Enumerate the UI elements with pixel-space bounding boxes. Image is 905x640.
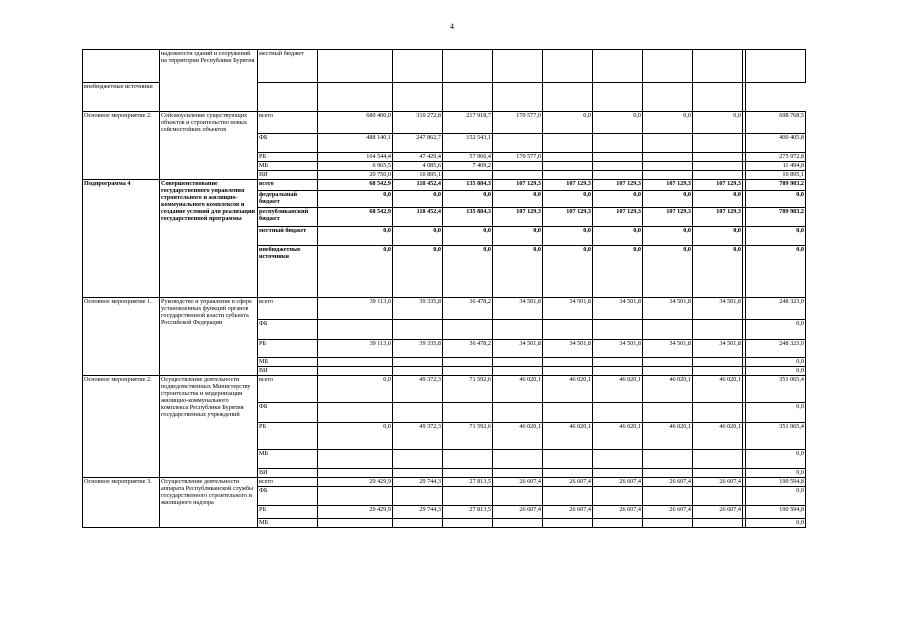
value-cell bbox=[693, 50, 743, 83]
value-cell: 26 607,4 bbox=[693, 478, 743, 487]
value-cell: 118 452,4 bbox=[393, 208, 443, 227]
value-cell bbox=[393, 320, 443, 340]
value-cell: 29 744,3 bbox=[393, 478, 443, 487]
value-cell bbox=[318, 50, 393, 83]
value-cell: 46 020,1 bbox=[693, 423, 743, 450]
value-cell bbox=[593, 162, 643, 171]
value-cell bbox=[543, 153, 593, 162]
value-cell: 488 140,1 bbox=[318, 134, 393, 153]
value-cell: 107 129,3 bbox=[593, 180, 643, 191]
value-cell: 0,0 bbox=[746, 320, 806, 340]
funding-source-cell: внебюджетные источники bbox=[83, 83, 160, 112]
value-cell: 107 129,3 bbox=[593, 208, 643, 227]
table-row bbox=[83, 112, 806, 134]
row-description-cell: Руководство и управление в сфере установленных функций органов государственной власти субъекта Российской Федерации bbox=[160, 298, 258, 376]
value-cell: 680 400,0 bbox=[318, 112, 393, 134]
value-cell: 107 129,3 bbox=[693, 208, 743, 227]
value-cell bbox=[593, 519, 643, 528]
value-cell: 27 813,5 bbox=[443, 478, 493, 487]
funding-source-cell: МБ bbox=[258, 358, 318, 367]
funding-source-cell: местный бюджет bbox=[258, 227, 318, 246]
value-cell bbox=[393, 358, 443, 367]
value-cell bbox=[543, 487, 593, 506]
value-cell bbox=[643, 450, 693, 469]
table-row bbox=[83, 478, 806, 487]
value-cell bbox=[393, 50, 443, 83]
value-cell bbox=[443, 50, 493, 83]
value-cell: 34 501,8 bbox=[593, 340, 643, 358]
value-cell bbox=[493, 519, 543, 528]
value-cell: 0,0 bbox=[746, 191, 806, 208]
value-cell: 152 543,1 bbox=[443, 134, 493, 153]
funding-source-cell: всего bbox=[258, 376, 318, 403]
value-cell bbox=[693, 519, 743, 528]
value-cell: 0,0 bbox=[746, 246, 806, 298]
value-cell bbox=[643, 162, 693, 171]
value-cell: 71 592,6 bbox=[443, 423, 493, 450]
value-cell: 0,0 bbox=[318, 376, 393, 403]
value-cell: 170 577,0 bbox=[493, 112, 543, 134]
value-cell: 0,0 bbox=[643, 227, 693, 246]
value-cell bbox=[543, 50, 593, 83]
value-cell: 34 501,8 bbox=[493, 298, 543, 320]
value-cell: 27 813,5 bbox=[443, 506, 493, 519]
value-cell bbox=[493, 450, 543, 469]
value-cell: 0,0 bbox=[318, 191, 393, 208]
value-cell bbox=[693, 83, 743, 112]
value-cell: 0,0 bbox=[493, 191, 543, 208]
value-cell bbox=[693, 153, 743, 162]
funding-source-cell: внебюджетные источники bbox=[258, 246, 318, 298]
value-cell: 34 501,8 bbox=[693, 298, 743, 320]
value-cell: 107 129,3 bbox=[643, 180, 693, 191]
value-cell: 217 918,7 bbox=[443, 112, 493, 134]
funding-source-cell: местный бюджет bbox=[258, 50, 318, 83]
value-cell bbox=[493, 320, 543, 340]
value-cell: 39 113,0 bbox=[318, 340, 393, 358]
value-cell: 26 607,4 bbox=[643, 506, 693, 519]
value-cell: 26 607,4 bbox=[493, 478, 543, 487]
value-cell: 26 607,4 bbox=[543, 506, 593, 519]
funding-source-cell: РБ bbox=[258, 340, 318, 358]
value-cell: 0,0 bbox=[443, 246, 493, 298]
funding-source-cell: ФБ bbox=[258, 403, 318, 423]
value-cell: 789 983,2 bbox=[746, 208, 806, 227]
value-cell: 135 884,3 bbox=[443, 180, 493, 191]
value-cell bbox=[693, 134, 743, 153]
value-cell: 164 544,4 bbox=[318, 153, 393, 162]
value-cell: 351 065,4 bbox=[746, 423, 806, 450]
value-cell bbox=[743, 83, 746, 112]
value-cell: 20 750,0 bbox=[318, 171, 393, 180]
value-cell bbox=[318, 519, 393, 528]
value-cell: 39 113,0 bbox=[318, 298, 393, 320]
value-cell bbox=[593, 171, 643, 180]
value-cell bbox=[443, 450, 493, 469]
value-cell bbox=[643, 320, 693, 340]
value-cell: 49 372,3 bbox=[393, 423, 443, 450]
value-cell: 248 323,0 bbox=[746, 298, 806, 320]
funding-source-cell: МБ bbox=[258, 162, 318, 171]
value-cell: 0,0 bbox=[318, 423, 393, 450]
value-cell: 46 020,1 bbox=[593, 376, 643, 403]
value-cell bbox=[643, 367, 693, 376]
value-cell bbox=[318, 358, 393, 367]
value-cell bbox=[493, 83, 543, 112]
funding-source-cell: РБ bbox=[258, 153, 318, 162]
value-cell bbox=[593, 320, 643, 340]
value-cell bbox=[643, 469, 693, 478]
value-cell: 190 594,8 bbox=[746, 506, 806, 519]
value-cell: 34 501,8 bbox=[543, 298, 593, 320]
value-cell bbox=[643, 487, 693, 506]
value-cell: 34 501,8 bbox=[543, 340, 593, 358]
row-category-cell: Основное мероприятие 2. bbox=[83, 112, 160, 180]
value-cell bbox=[543, 83, 593, 112]
value-cell: 0,0 bbox=[746, 227, 806, 246]
value-cell bbox=[443, 487, 493, 506]
value-cell bbox=[643, 83, 693, 112]
value-cell: 248 323,0 bbox=[746, 340, 806, 358]
table-row bbox=[83, 50, 806, 83]
value-cell: 0,0 bbox=[746, 450, 806, 469]
value-cell bbox=[443, 403, 493, 423]
value-cell bbox=[543, 171, 593, 180]
table-row bbox=[83, 298, 806, 320]
value-cell: 0,0 bbox=[746, 519, 806, 528]
value-cell bbox=[543, 469, 593, 478]
value-cell: 0,0 bbox=[746, 358, 806, 367]
value-cell: 46 020,1 bbox=[543, 376, 593, 403]
value-cell: 57 966,4 bbox=[443, 153, 493, 162]
value-cell bbox=[643, 134, 693, 153]
value-cell bbox=[393, 367, 443, 376]
value-cell: 10 895,1 bbox=[393, 171, 443, 180]
value-cell bbox=[643, 153, 693, 162]
funding-source-cell: ВИ bbox=[258, 171, 318, 180]
funding-source-cell: РБ bbox=[258, 423, 318, 450]
value-cell: 4 085,6 bbox=[393, 162, 443, 171]
value-cell bbox=[258, 83, 318, 112]
value-cell bbox=[493, 487, 543, 506]
value-cell: 107 129,3 bbox=[543, 208, 593, 227]
value-cell bbox=[693, 469, 743, 478]
value-cell bbox=[643, 50, 693, 83]
value-cell bbox=[693, 171, 743, 180]
value-cell bbox=[493, 469, 543, 478]
value-cell: 26 607,4 bbox=[643, 478, 693, 487]
value-cell bbox=[593, 134, 643, 153]
value-cell bbox=[318, 450, 393, 469]
value-cell bbox=[443, 83, 493, 112]
value-cell bbox=[393, 450, 443, 469]
value-cell: 0,0 bbox=[643, 246, 693, 298]
value-cell: 275 972,8 bbox=[746, 153, 806, 162]
row-category-cell: Основное мероприятие 1. bbox=[83, 298, 160, 376]
funding-source-cell: всего bbox=[258, 478, 318, 487]
value-cell: 107 129,3 bbox=[643, 208, 693, 227]
row-description-cell: Осуществление деятельности подведомственных Министерству строительства и модернизации жилищно-коммунального комплекса Республики Бурятия государственных учреждений bbox=[160, 376, 258, 478]
value-cell bbox=[443, 320, 493, 340]
value-cell: 698 768,5 bbox=[746, 112, 806, 134]
value-cell: 190 594,8 bbox=[746, 478, 806, 487]
budget-table bbox=[82, 49, 806, 528]
value-cell: 0,0 bbox=[393, 246, 443, 298]
value-cell bbox=[593, 450, 643, 469]
value-cell: 0,0 bbox=[746, 367, 806, 376]
value-cell bbox=[746, 50, 806, 83]
value-cell bbox=[443, 469, 493, 478]
value-cell bbox=[493, 134, 543, 153]
value-cell bbox=[593, 50, 643, 83]
funding-source-cell: РБ bbox=[258, 506, 318, 519]
value-cell: 0,0 bbox=[593, 246, 643, 298]
value-cell bbox=[443, 171, 493, 180]
row-category-cell: Основное мероприятие 3. bbox=[83, 478, 160, 528]
value-cell: 39 335,8 bbox=[393, 340, 443, 358]
value-cell bbox=[643, 171, 693, 180]
value-cell: 26 607,4 bbox=[693, 506, 743, 519]
row-description-cell: Совершенствование государственного управления строительного и жилищно-коммунального комплексов и создание условий для реализации государственной программы bbox=[160, 180, 258, 298]
value-cell bbox=[493, 171, 543, 180]
table-row bbox=[83, 376, 806, 403]
value-cell: 0,0 bbox=[693, 112, 743, 134]
value-cell bbox=[693, 450, 743, 469]
value-cell bbox=[393, 519, 443, 528]
value-cell: 26 607,4 bbox=[593, 506, 643, 519]
value-cell: 400 405,8 bbox=[746, 134, 806, 153]
value-cell bbox=[543, 134, 593, 153]
value-cell: 0,0 bbox=[693, 227, 743, 246]
value-cell: 0,0 bbox=[593, 112, 643, 134]
value-cell: 0,0 bbox=[643, 112, 693, 134]
value-cell bbox=[443, 519, 493, 528]
value-cell: 49 372,3 bbox=[393, 376, 443, 403]
value-cell bbox=[318, 403, 393, 423]
value-cell: 310 272,8 bbox=[393, 112, 443, 134]
value-cell: 10 895,1 bbox=[746, 171, 806, 180]
value-cell: 0,0 bbox=[746, 403, 806, 423]
value-cell bbox=[493, 367, 543, 376]
value-cell bbox=[593, 358, 643, 367]
value-cell: 0,0 bbox=[493, 227, 543, 246]
value-cell: 170 577,0 bbox=[493, 153, 543, 162]
value-cell: 0,0 bbox=[543, 246, 593, 298]
value-cell bbox=[643, 403, 693, 423]
value-cell: 107 129,3 bbox=[493, 208, 543, 227]
value-cell bbox=[543, 450, 593, 469]
value-cell: 68 542,9 bbox=[318, 180, 393, 191]
value-cell: 34 501,8 bbox=[693, 340, 743, 358]
value-cell: 0,0 bbox=[693, 191, 743, 208]
value-cell bbox=[543, 162, 593, 171]
value-cell: 247 862,7 bbox=[393, 134, 443, 153]
value-cell bbox=[493, 50, 543, 83]
value-cell bbox=[593, 469, 643, 478]
value-cell bbox=[543, 519, 593, 528]
value-cell bbox=[693, 403, 743, 423]
value-cell: 47 429,4 bbox=[393, 153, 443, 162]
value-cell bbox=[543, 358, 593, 367]
value-cell: 34 501,8 bbox=[643, 340, 693, 358]
value-cell: 0,0 bbox=[443, 227, 493, 246]
value-cell bbox=[318, 83, 393, 112]
value-cell: 0,0 bbox=[543, 227, 593, 246]
row-category-cell bbox=[83, 50, 160, 83]
value-cell bbox=[318, 469, 393, 478]
value-cell: 0,0 bbox=[393, 191, 443, 208]
value-cell bbox=[693, 487, 743, 506]
value-cell: 351 065,4 bbox=[746, 376, 806, 403]
value-cell: 0,0 bbox=[593, 191, 643, 208]
value-cell: 0,0 bbox=[318, 246, 393, 298]
funding-source-cell: ФБ bbox=[258, 487, 318, 506]
value-cell: 0,0 bbox=[493, 246, 543, 298]
value-cell bbox=[543, 403, 593, 423]
value-cell: 46 020,1 bbox=[543, 423, 593, 450]
value-cell: 118 452,4 bbox=[393, 180, 443, 191]
value-cell bbox=[543, 367, 593, 376]
funding-source-cell: всего bbox=[258, 112, 318, 134]
value-cell: 107 129,3 bbox=[693, 180, 743, 191]
page-number: 4 bbox=[450, 22, 454, 31]
value-cell: 789 983,2 bbox=[746, 180, 806, 191]
funding-source-cell: федеральный бюджет bbox=[258, 191, 318, 208]
value-cell: 107 129,3 bbox=[493, 180, 543, 191]
value-cell: 39 335,8 bbox=[393, 298, 443, 320]
value-cell: 29 429,9 bbox=[318, 478, 393, 487]
value-cell bbox=[393, 487, 443, 506]
value-cell: 7 409,2 bbox=[443, 162, 493, 171]
funding-source-cell: всего bbox=[258, 298, 318, 320]
value-cell: 34 501,8 bbox=[643, 298, 693, 320]
value-cell bbox=[643, 358, 693, 367]
value-cell bbox=[693, 367, 743, 376]
funding-source-cell: ВИ bbox=[258, 367, 318, 376]
funding-source-cell: ФБ bbox=[258, 320, 318, 340]
value-cell: 34 501,8 bbox=[493, 340, 543, 358]
value-cell: 0,0 bbox=[593, 227, 643, 246]
value-cell bbox=[593, 83, 643, 112]
table-row bbox=[83, 180, 806, 191]
value-cell bbox=[443, 358, 493, 367]
funding-source-cell: МБ bbox=[258, 450, 318, 469]
value-cell: 11 494,8 bbox=[746, 162, 806, 171]
value-cell bbox=[593, 487, 643, 506]
value-cell: 29 744,3 bbox=[393, 506, 443, 519]
value-cell bbox=[443, 367, 493, 376]
value-cell: 46 020,1 bbox=[493, 423, 543, 450]
value-cell: 36 478,2 bbox=[443, 298, 493, 320]
value-cell bbox=[493, 403, 543, 423]
value-cell: 71 592,6 bbox=[443, 376, 493, 403]
row-description-cell: Осуществление деятельности аппарата Республиканской службы государственного строительного и жилищного надзора bbox=[160, 478, 258, 528]
value-cell: 26 607,4 bbox=[543, 478, 593, 487]
value-cell: 0,0 bbox=[643, 191, 693, 208]
value-cell bbox=[493, 358, 543, 367]
value-cell: 0,0 bbox=[693, 246, 743, 298]
value-cell bbox=[593, 153, 643, 162]
value-cell: 26 607,4 bbox=[493, 506, 543, 519]
value-cell bbox=[643, 519, 693, 528]
value-cell bbox=[693, 320, 743, 340]
value-cell bbox=[593, 403, 643, 423]
value-cell: 29 429,9 bbox=[318, 506, 393, 519]
row-description-cell: надежности зданий и сооружений на территории Республики Бурятия bbox=[160, 50, 258, 112]
value-cell: 46 020,1 bbox=[693, 376, 743, 403]
value-cell: 46 020,1 bbox=[643, 423, 693, 450]
funding-source-cell: всего bbox=[258, 180, 318, 191]
value-cell: 0,0 bbox=[746, 469, 806, 478]
value-cell: 26 607,4 bbox=[593, 478, 643, 487]
value-cell bbox=[318, 487, 393, 506]
value-cell bbox=[593, 367, 643, 376]
value-cell bbox=[393, 469, 443, 478]
value-cell: 0,0 bbox=[543, 191, 593, 208]
value-cell: 6 965,5 bbox=[318, 162, 393, 171]
value-cell: 0,0 bbox=[543, 112, 593, 134]
funding-source-cell: ВИ bbox=[258, 469, 318, 478]
funding-source-cell: МБ bbox=[258, 519, 318, 528]
value-cell: 46 020,1 bbox=[593, 423, 643, 450]
row-description-cell: Сейсмоусиление существующих объектов и строительство новых сейсмостойких объектов bbox=[160, 112, 258, 180]
value-cell: 0,0 bbox=[318, 227, 393, 246]
value-cell bbox=[543, 320, 593, 340]
value-cell: 107 129,3 bbox=[543, 180, 593, 191]
value-cell bbox=[693, 358, 743, 367]
value-cell: 135 884,3 bbox=[443, 208, 493, 227]
value-cell: 46 020,1 bbox=[643, 376, 693, 403]
value-cell bbox=[318, 367, 393, 376]
value-cell bbox=[393, 403, 443, 423]
row-category-cell: Основное мероприятие 2. bbox=[83, 376, 160, 478]
value-cell bbox=[493, 162, 543, 171]
value-cell: 0,0 bbox=[443, 191, 493, 208]
value-cell: 36 478,2 bbox=[443, 340, 493, 358]
value-cell bbox=[693, 162, 743, 171]
value-cell: 46 020,1 bbox=[493, 376, 543, 403]
value-cell: 0,0 bbox=[393, 227, 443, 246]
funding-source-cell: республиканский бюджет bbox=[258, 208, 318, 227]
row-category-cell: Подпрограмма 4 bbox=[83, 180, 160, 298]
funding-source-cell: ФБ bbox=[258, 134, 318, 153]
value-cell: 68 542,9 bbox=[318, 208, 393, 227]
value-cell bbox=[318, 320, 393, 340]
value-cell: 0,0 bbox=[746, 487, 806, 506]
value-cell: 34 501,8 bbox=[593, 298, 643, 320]
value-cell bbox=[393, 83, 443, 112]
